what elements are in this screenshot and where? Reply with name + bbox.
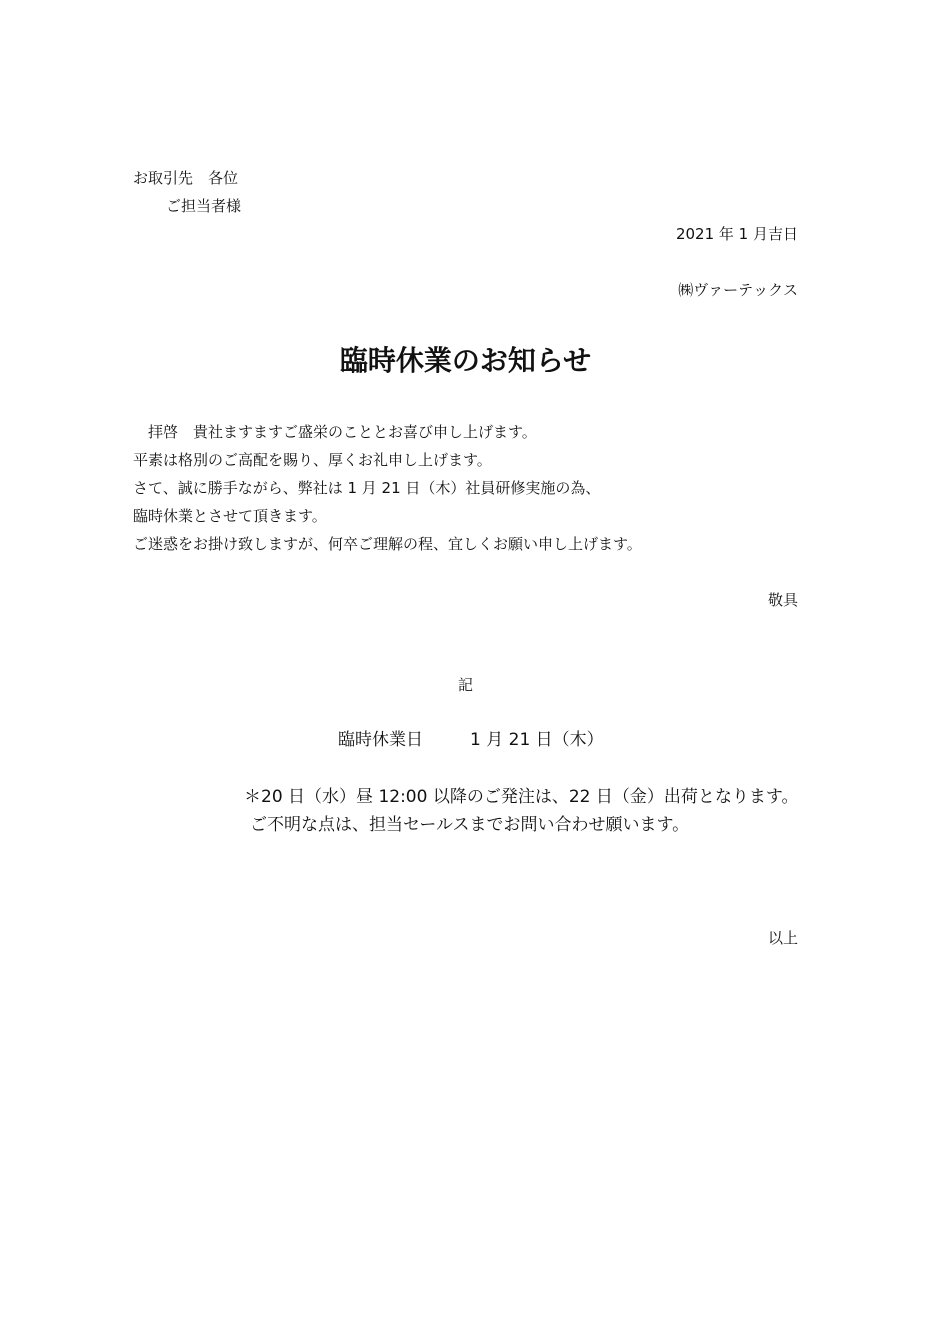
holiday-date: 1 月 21 日（木） [470,730,604,750]
notes-line-1: ＊20 日（水）昼 12:00 以降のご発注は、22 日（金）出荷となります。 [244,787,799,807]
holiday-label: 臨時休業日 [338,730,423,750]
recipient-line-2: ご担当者様 [166,197,242,215]
body-line-5: ご迷惑をお掛け致しますが、何卒ご理解の程、宜しくお願い申し上げます。 [133,535,642,553]
issue-date: 2021 年 1 月吉日 [675,225,798,243]
body-line-1: 拝啓 貴社ますますご盛栄のこととお喜び申し上げます。 [133,423,537,441]
company-name: ㈱ヴァーテックス [678,281,798,299]
notes-line-2: ご不明な点は、担当セールスまでお問い合わせ願います。 [250,815,690,835]
document-title: 臨時休業のお知らせ [339,344,592,377]
closing-keigu: 敬具 [767,591,798,609]
body-line-2: 平素は格別のご高配を賜り、厚くお礼申し上げます。 [133,451,492,469]
recipient-line-1: お取引先 各位 [133,169,239,187]
body-line-3: さて、誠に勝手ながら、弊社は 1 月 21 日（木）社員研修実施の為、 [133,479,601,497]
notes-heading: 記 [457,676,473,694]
body-line-4: 臨時休業とさせて頂きます。 [133,507,327,525]
end-ijou: 以上 [767,929,798,947]
